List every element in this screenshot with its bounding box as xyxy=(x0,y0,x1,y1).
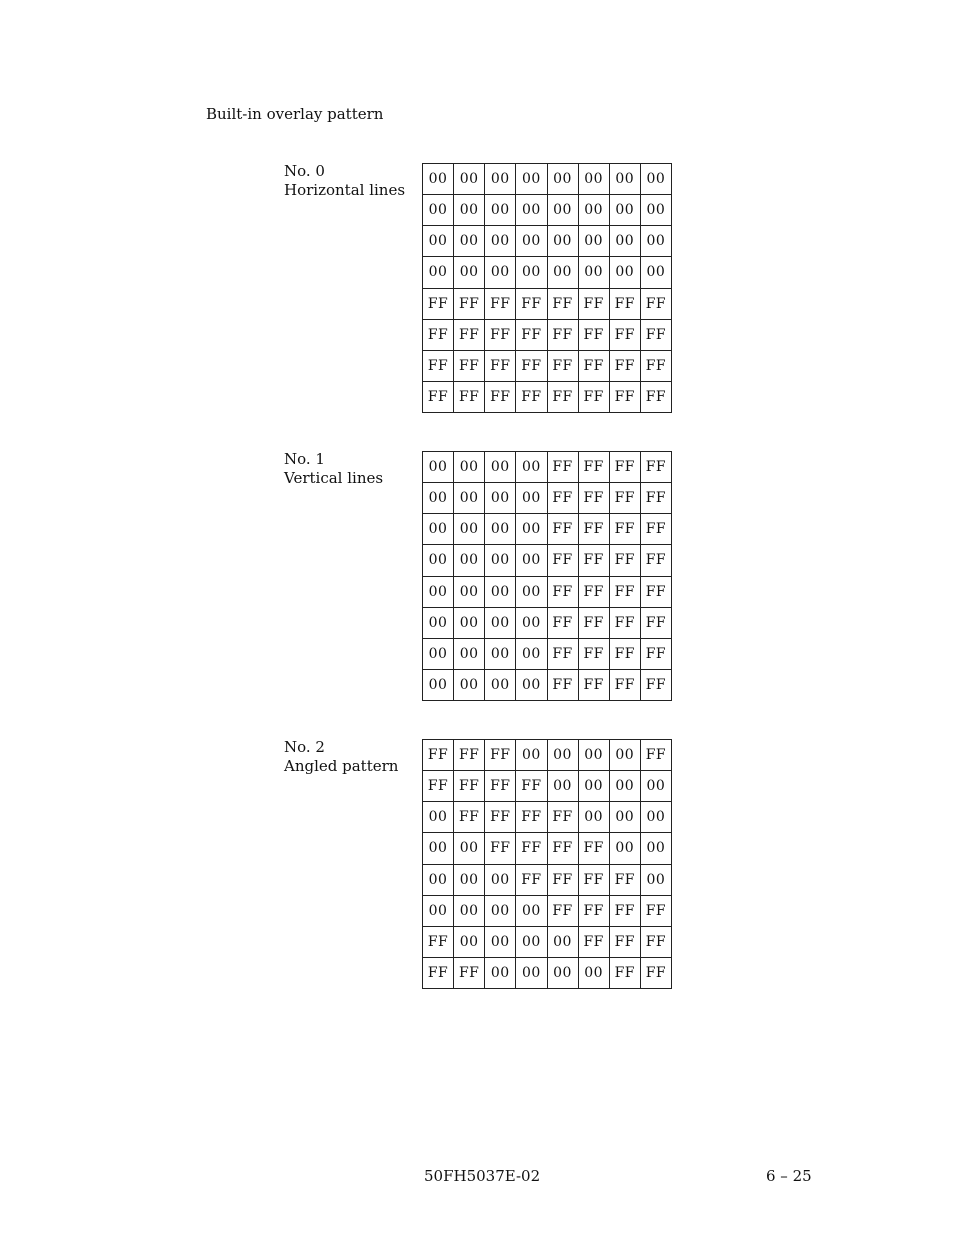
grid-cell: 00 xyxy=(516,226,547,257)
grid-cell: FF xyxy=(516,771,547,802)
grid-cell: FF xyxy=(454,958,485,989)
grid-cell: FF xyxy=(548,833,579,864)
grid-cell: 00 xyxy=(516,483,547,514)
grid-cell: 00 xyxy=(548,195,579,226)
grid-cell: 00 xyxy=(516,452,547,483)
grid-cell: 00 xyxy=(454,545,485,576)
grid-cell: 00 xyxy=(423,833,454,864)
grid-cell: FF xyxy=(579,639,610,670)
grid-cell: 00 xyxy=(641,226,672,257)
grid-cell: FF xyxy=(454,802,485,833)
grid-cell: 00 xyxy=(641,257,672,288)
grid-cell: 00 xyxy=(516,608,547,639)
grid-cell: 00 xyxy=(641,865,672,896)
grid-cell: FF xyxy=(423,351,454,382)
grid-cell: FF xyxy=(485,320,516,351)
grid-cell: 00 xyxy=(485,164,516,195)
grid-cell: FF xyxy=(579,927,610,958)
grid-cell: 00 xyxy=(485,257,516,288)
grid-cell: FF xyxy=(641,289,672,320)
grid-cell: 00 xyxy=(579,195,610,226)
grid-cell: FF xyxy=(610,514,641,545)
grid-cell: 00 xyxy=(485,195,516,226)
grid-cell: FF xyxy=(641,514,672,545)
grid-cell: FF xyxy=(423,958,454,989)
grid-cell: 00 xyxy=(423,865,454,896)
grid-cell: FF xyxy=(516,382,547,413)
grid-cell: 00 xyxy=(516,639,547,670)
grid-cell: FF xyxy=(516,833,547,864)
grid-cell: FF xyxy=(423,320,454,351)
grid-cell: FF xyxy=(641,545,672,576)
grid-cell: 00 xyxy=(610,771,641,802)
grid-cell: FF xyxy=(610,545,641,576)
grid-cell: 00 xyxy=(548,771,579,802)
pattern-number-2: No. 2 xyxy=(284,738,325,756)
grid-cell: 00 xyxy=(454,257,485,288)
grid-cell: FF xyxy=(423,289,454,320)
grid-cell: 00 xyxy=(516,740,547,771)
grid-cell: 00 xyxy=(485,226,516,257)
grid-cell: FF xyxy=(610,927,641,958)
grid-cell: FF xyxy=(610,483,641,514)
grid-cell: FF xyxy=(454,740,485,771)
grid-cell: 00 xyxy=(423,577,454,608)
grid-cell: 00 xyxy=(579,257,610,288)
grid-cell: FF xyxy=(548,382,579,413)
pattern-label-2 xyxy=(284,738,398,776)
grid-cell: 00 xyxy=(423,226,454,257)
grid-cell: 00 xyxy=(423,195,454,226)
grid-cell: 00 xyxy=(485,452,516,483)
grid-cell: 00 xyxy=(610,740,641,771)
grid-cell: FF xyxy=(579,351,610,382)
grid-cell: 00 xyxy=(485,483,516,514)
grid-cell: FF xyxy=(454,351,485,382)
grid-cell: FF xyxy=(579,289,610,320)
grid-cell: 00 xyxy=(454,195,485,226)
grid-cell: FF xyxy=(548,289,579,320)
grid-cell: 00 xyxy=(516,195,547,226)
grid-cell: FF xyxy=(548,865,579,896)
grid-cell: FF xyxy=(454,771,485,802)
grid-cell: FF xyxy=(548,670,579,701)
grid-cell: 00 xyxy=(454,514,485,545)
grid-cell: 00 xyxy=(548,958,579,989)
grid-cell: 00 xyxy=(423,257,454,288)
grid-cell: FF xyxy=(641,896,672,927)
grid-cell: 00 xyxy=(454,164,485,195)
pattern-grid-1 xyxy=(422,451,672,701)
grid-cell: FF xyxy=(610,670,641,701)
grid-cell: 00 xyxy=(548,257,579,288)
grid-cell: FF xyxy=(641,670,672,701)
grid-cell: FF xyxy=(548,802,579,833)
grid-cell: 00 xyxy=(485,927,516,958)
grid-cell: 00 xyxy=(423,483,454,514)
grid-cell: FF xyxy=(610,639,641,670)
grid-cell: FF xyxy=(485,833,516,864)
grid-cell: 00 xyxy=(454,639,485,670)
grid-cell: 00 xyxy=(485,608,516,639)
grid-cell: 00 xyxy=(641,164,672,195)
grid-cell: FF xyxy=(423,927,454,958)
grid-cell: 00 xyxy=(423,896,454,927)
grid-cell: 00 xyxy=(454,226,485,257)
grid-cell: 00 xyxy=(610,802,641,833)
grid-cell: FF xyxy=(610,865,641,896)
grid-cell: FF xyxy=(641,320,672,351)
grid-cell: FF xyxy=(516,289,547,320)
grid-cell: FF xyxy=(641,608,672,639)
grid-cell: FF xyxy=(516,320,547,351)
grid-cell: 00 xyxy=(579,226,610,257)
grid-cell: 00 xyxy=(423,545,454,576)
pattern-name-1: Vertical lines xyxy=(284,469,384,487)
grid-cell: 00 xyxy=(454,896,485,927)
grid-cell: FF xyxy=(641,639,672,670)
grid-cell: 00 xyxy=(548,927,579,958)
grid-cell: 00 xyxy=(579,802,610,833)
pattern-grid-0 xyxy=(422,163,672,413)
grid-cell: 00 xyxy=(610,195,641,226)
grid-cell: FF xyxy=(423,740,454,771)
grid-cell: 00 xyxy=(454,865,485,896)
grid-cell: FF xyxy=(579,896,610,927)
grid-cell: 00 xyxy=(485,670,516,701)
pattern-label-1 xyxy=(284,450,383,488)
grid-cell: FF xyxy=(516,865,547,896)
grid-cell: FF xyxy=(423,382,454,413)
grid-cell: FF xyxy=(485,289,516,320)
grid-cell: 00 xyxy=(485,545,516,576)
grid-cell: FF xyxy=(485,740,516,771)
grid-cell: FF xyxy=(641,577,672,608)
pattern-name-2: Angled pattern xyxy=(284,757,399,775)
grid-cell: 00 xyxy=(579,164,610,195)
grid-cell: FF xyxy=(641,483,672,514)
grid-cell: FF xyxy=(610,320,641,351)
grid-cell: FF xyxy=(548,320,579,351)
grid-cell: 00 xyxy=(485,577,516,608)
grid-cell: 00 xyxy=(423,164,454,195)
grid-cell: 00 xyxy=(579,958,610,989)
grid-cell: FF xyxy=(641,452,672,483)
pattern-number-1: No. 1 xyxy=(284,450,325,468)
grid-cell: 00 xyxy=(641,833,672,864)
grid-cell: FF xyxy=(485,771,516,802)
pattern-label-0 xyxy=(284,162,405,200)
grid-cell: FF xyxy=(641,927,672,958)
grid-cell: 00 xyxy=(516,896,547,927)
grid-cell: FF xyxy=(454,320,485,351)
grid-cell: 00 xyxy=(516,257,547,288)
grid-cell: 00 xyxy=(641,802,672,833)
grid-cell: 00 xyxy=(610,833,641,864)
grid-cell: FF xyxy=(516,351,547,382)
grid-cell: FF xyxy=(548,351,579,382)
grid-cell: FF xyxy=(610,351,641,382)
grid-cell: 00 xyxy=(454,483,485,514)
grid-cell: FF xyxy=(485,351,516,382)
grid-cell: 00 xyxy=(485,896,516,927)
grid-cell: FF xyxy=(579,452,610,483)
grid-cell: 00 xyxy=(516,670,547,701)
grid-cell: 00 xyxy=(641,771,672,802)
grid-cell: FF xyxy=(579,670,610,701)
grid-cell: 00 xyxy=(454,927,485,958)
grid-cell: FF xyxy=(485,382,516,413)
grid-cell: FF xyxy=(516,802,547,833)
grid-cell: FF xyxy=(641,740,672,771)
grid-cell: 00 xyxy=(610,164,641,195)
grid-cell: FF xyxy=(579,865,610,896)
grid-cell: 00 xyxy=(485,514,516,545)
footer-page-number: 6 – 25 xyxy=(766,1167,812,1185)
grid-cell: FF xyxy=(423,771,454,802)
grid-cell: FF xyxy=(579,545,610,576)
grid-cell: FF xyxy=(610,958,641,989)
grid-cell: 00 xyxy=(548,164,579,195)
grid-cell: 00 xyxy=(423,639,454,670)
grid-cell: FF xyxy=(579,483,610,514)
grid-cell: FF xyxy=(579,514,610,545)
grid-cell: 00 xyxy=(516,958,547,989)
grid-cell: 00 xyxy=(423,452,454,483)
grid-cell: FF xyxy=(454,382,485,413)
grid-cell: FF xyxy=(641,958,672,989)
grid-cell: FF xyxy=(610,452,641,483)
grid-cell: 00 xyxy=(454,670,485,701)
grid-cell: FF xyxy=(548,514,579,545)
grid-cell: 00 xyxy=(548,740,579,771)
grid-cell: 00 xyxy=(516,164,547,195)
pattern-grid-2 xyxy=(422,739,672,989)
grid-cell: 00 xyxy=(423,608,454,639)
grid-cell: FF xyxy=(641,382,672,413)
grid-cell: 00 xyxy=(454,833,485,864)
grid-cell: 00 xyxy=(516,927,547,958)
grid-cell: FF xyxy=(579,577,610,608)
grid-cell: FF xyxy=(610,896,641,927)
grid-cell: 00 xyxy=(516,545,547,576)
grid-cell: FF xyxy=(610,577,641,608)
grid-cell: 00 xyxy=(485,639,516,670)
grid-cell: 00 xyxy=(610,257,641,288)
grid-cell: 00 xyxy=(516,577,547,608)
grid-cell: 00 xyxy=(454,577,485,608)
grid-cell: FF xyxy=(548,896,579,927)
grid-cell: FF xyxy=(610,608,641,639)
grid-cell: 00 xyxy=(548,226,579,257)
grid-cell: FF xyxy=(485,802,516,833)
grid-cell: FF xyxy=(548,483,579,514)
grid-cell: FF xyxy=(548,608,579,639)
grid-cell: 00 xyxy=(579,740,610,771)
grid-cell: 00 xyxy=(610,226,641,257)
grid-cell: FF xyxy=(454,289,485,320)
pattern-name-0: Horizontal lines xyxy=(284,181,406,199)
footer-document-id: 50FH5037E-02 xyxy=(424,1167,541,1185)
grid-cell: 00 xyxy=(641,195,672,226)
grid-cell: FF xyxy=(641,351,672,382)
grid-cell: 00 xyxy=(454,608,485,639)
grid-cell: 00 xyxy=(516,514,547,545)
grid-cell: 00 xyxy=(423,514,454,545)
grid-cell: FF xyxy=(548,639,579,670)
grid-cell: FF xyxy=(548,577,579,608)
grid-cell: 00 xyxy=(579,771,610,802)
grid-cell: FF xyxy=(548,545,579,576)
section-title: Built-in overlay pattern xyxy=(206,105,384,123)
grid-cell: 00 xyxy=(423,670,454,701)
grid-cell: FF xyxy=(610,289,641,320)
grid-cell: FF xyxy=(579,320,610,351)
pattern-number-0: No. 0 xyxy=(284,162,325,180)
grid-cell: 00 xyxy=(485,958,516,989)
grid-cell: 00 xyxy=(485,865,516,896)
grid-cell: FF xyxy=(579,608,610,639)
grid-cell: FF xyxy=(579,382,610,413)
grid-cell: FF xyxy=(579,833,610,864)
grid-cell: FF xyxy=(548,452,579,483)
grid-cell: 00 xyxy=(454,452,485,483)
grid-cell: FF xyxy=(610,382,641,413)
grid-cell: 00 xyxy=(423,802,454,833)
